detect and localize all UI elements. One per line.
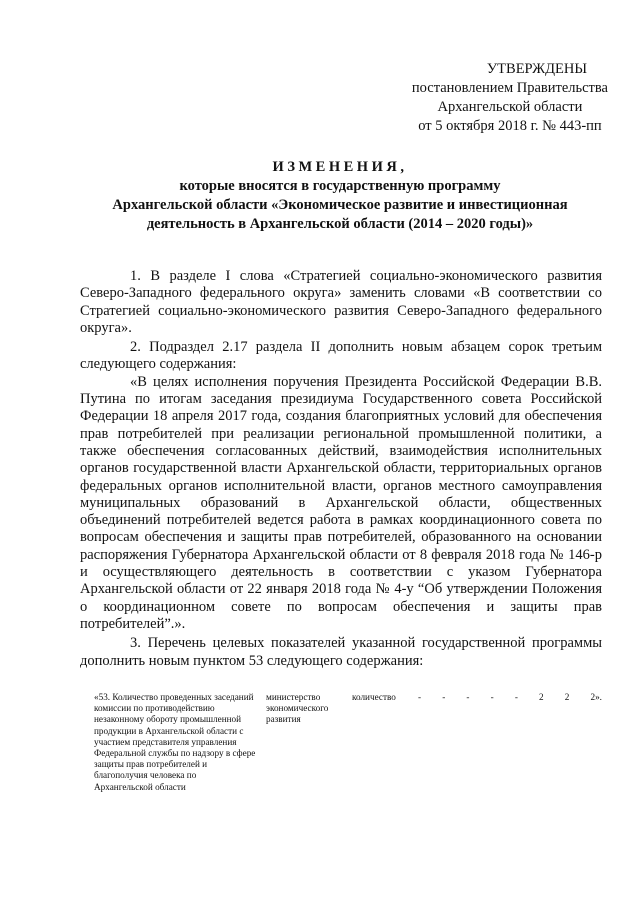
title-line: которые вносятся в государственную программу xyxy=(179,178,501,194)
paragraph-quote: «В целях исполнения поручения Президента Российской Федерации В.В. Путина по итогам заседания президиума Государственного совета Российской Федерации 18 апреля 2017 года, создания благоприятных условий для обеспечения прав потребителей при реализации региональной промышленной политики, а также обеспечения согласованных действий, взаимодействия исполнительных органов государственной власти Архангельской области, территориальных органов федеральных органов исполнительной власти, органов местного самоуправления муниципальных образований в Архангельской области, общественных объединений потребителей ведется работа в рамках координационного совета по вопросам обеспечения и защиты прав потребителей, образованного на основании распоряжения Губернатора Архангельской области от 8 февраля 2018 года № 146-р и осуществляющего деятельность в соответствии с указом Губернатора Архангельской области от 22 января 2018 года № 4-у “Об утверждении Положения о координационном совете по вопросам обеспечения и защиты прав потребителей”.». xyxy=(80,373,602,632)
approval-stamp xyxy=(412,60,608,136)
values-cells xyxy=(418,692,602,703)
approval-line: постановлением Правительства xyxy=(411,80,608,96)
paragraph-item-1: 1. В разделе I слова «Стратегией социально-экономического развития Северо-Западного федерального округа» заменить словами «В соответствии со Стратегией социально-экономического развития Северо-Западного федерального округа». xyxy=(80,268,602,336)
approval-line: Архангельской области xyxy=(437,99,583,115)
unit-cell: количество xyxy=(352,692,396,702)
paragraph-item-2: 2. Подраздел 2.17 раздела II дополнить новым абзацем сорок третьим следующего содержания: xyxy=(80,339,602,373)
responsible-cell: министерство экономического развития xyxy=(266,692,329,725)
value-cell: 2 xyxy=(539,692,544,702)
title-line: Архангельской области «Экономическое развитие и инвестиционная xyxy=(112,197,568,213)
value-cell: - xyxy=(442,692,446,702)
title-heading: ИЗМЕНЕНИЯ, xyxy=(272,159,408,175)
paragraph-item-3: 3. Перечень целевых показателей указанной государственной программы дополнить новым пунктом 53 следующего содержания: xyxy=(80,635,602,669)
value-cell: - xyxy=(490,692,494,702)
value-cell: 2 xyxy=(564,692,570,702)
approval-heading: УТВЕРЖДЕНЫ xyxy=(486,61,587,77)
value-cell: - xyxy=(466,692,470,702)
document-title xyxy=(80,158,600,234)
title-line: деятельность в Архангельской области (2014 – 2020 годы)» xyxy=(146,216,534,232)
value-cell: - xyxy=(514,692,518,702)
value-cell: 2». xyxy=(590,692,602,702)
value-cell: - xyxy=(418,692,422,702)
approval-date: от 5 октября 2018 г. № 443-пп xyxy=(418,118,602,134)
indicator-name-cell: «53. Количество проведенных заседаний комиссии по противодействию незаконному обороту промышленной продукции в Архангельской области с участием представителя управления Федеральной службы по надзору в сфере защиты прав потребителей и благополучия человека по Архангельской области xyxy=(94,692,256,792)
document-body xyxy=(80,268,602,670)
